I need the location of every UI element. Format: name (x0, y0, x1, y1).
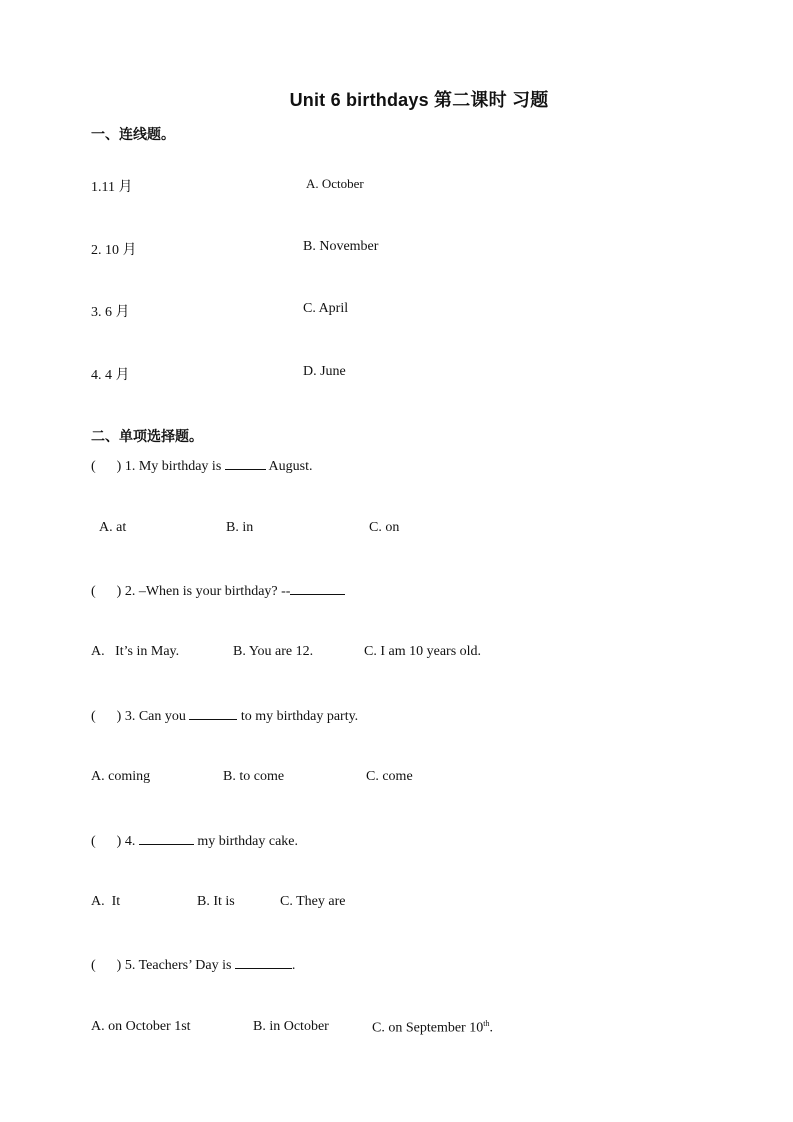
answer-blank[interactable] (225, 457, 266, 470)
question-3: ( ) 3. Can you to my birthday party. (91, 709, 359, 724)
question-2: ( ) 2. –When is your birthday? -- (91, 582, 345, 600)
option-b[interactable]: B. in (226, 520, 254, 535)
question-5: ( ) 5. Teachers’ Day is . (91, 958, 296, 973)
match-left-item: 2. 10 月 (91, 243, 137, 258)
option-c[interactable]: C. come (366, 769, 413, 784)
answer-paren[interactable]: ( ) (91, 584, 122, 599)
worksheet-title: Unit 6 birthdays 第二课时 习题 (289, 90, 549, 110)
option-a[interactable]: A. It (91, 894, 121, 909)
match-left-item: 1.11 月 (91, 180, 133, 195)
question-1: ( ) 1. My birthday is August. (91, 459, 313, 474)
answer-paren[interactable]: ( ) (91, 709, 122, 724)
option-c[interactable]: C. on (369, 520, 400, 535)
answer-blank[interactable] (189, 707, 237, 720)
answer-blank[interactable] (235, 956, 292, 969)
option-b[interactable]: B. in October (253, 1019, 329, 1034)
match-right-item: A. October (306, 176, 364, 191)
option-a[interactable]: A. coming (91, 769, 151, 784)
answer-blank[interactable] (290, 582, 345, 595)
match-right-item: C. April (303, 301, 349, 316)
match-left-item: 4. 4 月 (91, 368, 130, 383)
section1-heading: 一、连线题。 (91, 127, 175, 143)
option-b[interactable]: B. You are 12. (233, 644, 314, 659)
option-c[interactable]: C. I am 10 years old. (364, 644, 482, 659)
match-left-item: 3. 6 月 (91, 305, 130, 320)
answer-paren[interactable]: ( ) (91, 834, 122, 849)
answer-paren[interactable]: ( ) (91, 459, 122, 474)
match-right-item: D. June (303, 364, 346, 379)
option-a[interactable]: A. It’s in May. (91, 644, 180, 659)
answer-paren[interactable]: ( ) (91, 958, 122, 973)
section2-heading: 二、单项选择题。 (91, 429, 203, 445)
option-c[interactable]: C. on September 10th. (372, 1019, 493, 1036)
match-right-item: B. November (303, 239, 379, 254)
option-b[interactable]: B. to come (223, 769, 285, 784)
question-4: ( ) 4. my birthday cake. (91, 834, 299, 849)
ordinal-suffix: th (483, 1019, 490, 1028)
option-a[interactable]: A. on October 1st (91, 1019, 191, 1034)
option-c[interactable]: C. They are (280, 894, 346, 909)
option-b[interactable]: B. It is (197, 894, 235, 909)
option-a[interactable]: A. at (99, 520, 127, 535)
answer-blank[interactable] (139, 832, 194, 845)
